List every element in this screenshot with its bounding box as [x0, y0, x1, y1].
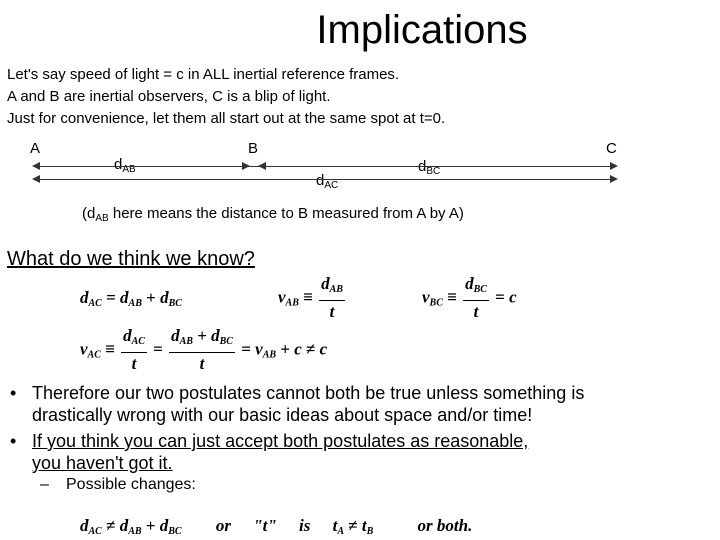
b-arrowhead-icon: [242, 162, 250, 170]
label-c: C: [606, 140, 617, 157]
question-heading: What do we think we know?: [7, 248, 255, 270]
label-d-ab: $d_{AB}$: [114, 156, 136, 175]
label-a: A: [30, 140, 41, 157]
equation-v-ab: $v_{AB}$ ≡ $\frac{d_{AB}}{t}$: [278, 274, 343, 321]
intro-line-2: A and B are inertial observers, C is a blip of light.: [7, 88, 331, 105]
intro-line-1: Let's say speed of light = c in ALL inertial reference frames.: [7, 66, 400, 83]
equation-v-bc: $v_{BC}$ ≡ $\frac{d_{BC}}{t}$ = c: [422, 274, 517, 321]
b-arrowhead-left-icon: [258, 162, 266, 170]
label-d-ac: $d_{AC}$: [316, 172, 339, 191]
slide-title: Implications: [316, 8, 528, 52]
ab-distance-arrow: [34, 166, 616, 167]
equation-possible-changes: $d_{AC} \ne d_{AB} + d_{BC}$ or "t" is $t_A \ne t_B$ or both.: [80, 516, 473, 537]
bullet-1: • Therefore our two postulates cannot both be true unless something is drastically wrong with our basic ideas about space and/or time!: [10, 383, 585, 425]
sub-bullet: – Possible changes:: [40, 476, 196, 493]
distance-note: ($d_{AB}$ here means the distance to B measured from A by A): [82, 205, 464, 224]
intro-line-3: Just for convenience, let them all start out at the same spot at t=0.: [7, 110, 446, 127]
equation-distance-sum: $d_{AC} = d_{AB} + d_{BC}$: [80, 288, 182, 309]
label-d-bc: $d_{BC}$: [418, 158, 441, 177]
label-b: B: [248, 140, 259, 157]
ac-distance-arrow: [34, 179, 616, 180]
bullet-2: • If you think you can just accept both postulates as reasonable, you haven't got it.: [10, 431, 529, 473]
equation-v-ac: $v_{AC}$ ≡ $\frac{d_{AC}}{t}$ = $\frac{d_{AB} + d_{BC}}{t}$ = $v_{AB} + c \ne c$: [80, 326, 328, 373]
